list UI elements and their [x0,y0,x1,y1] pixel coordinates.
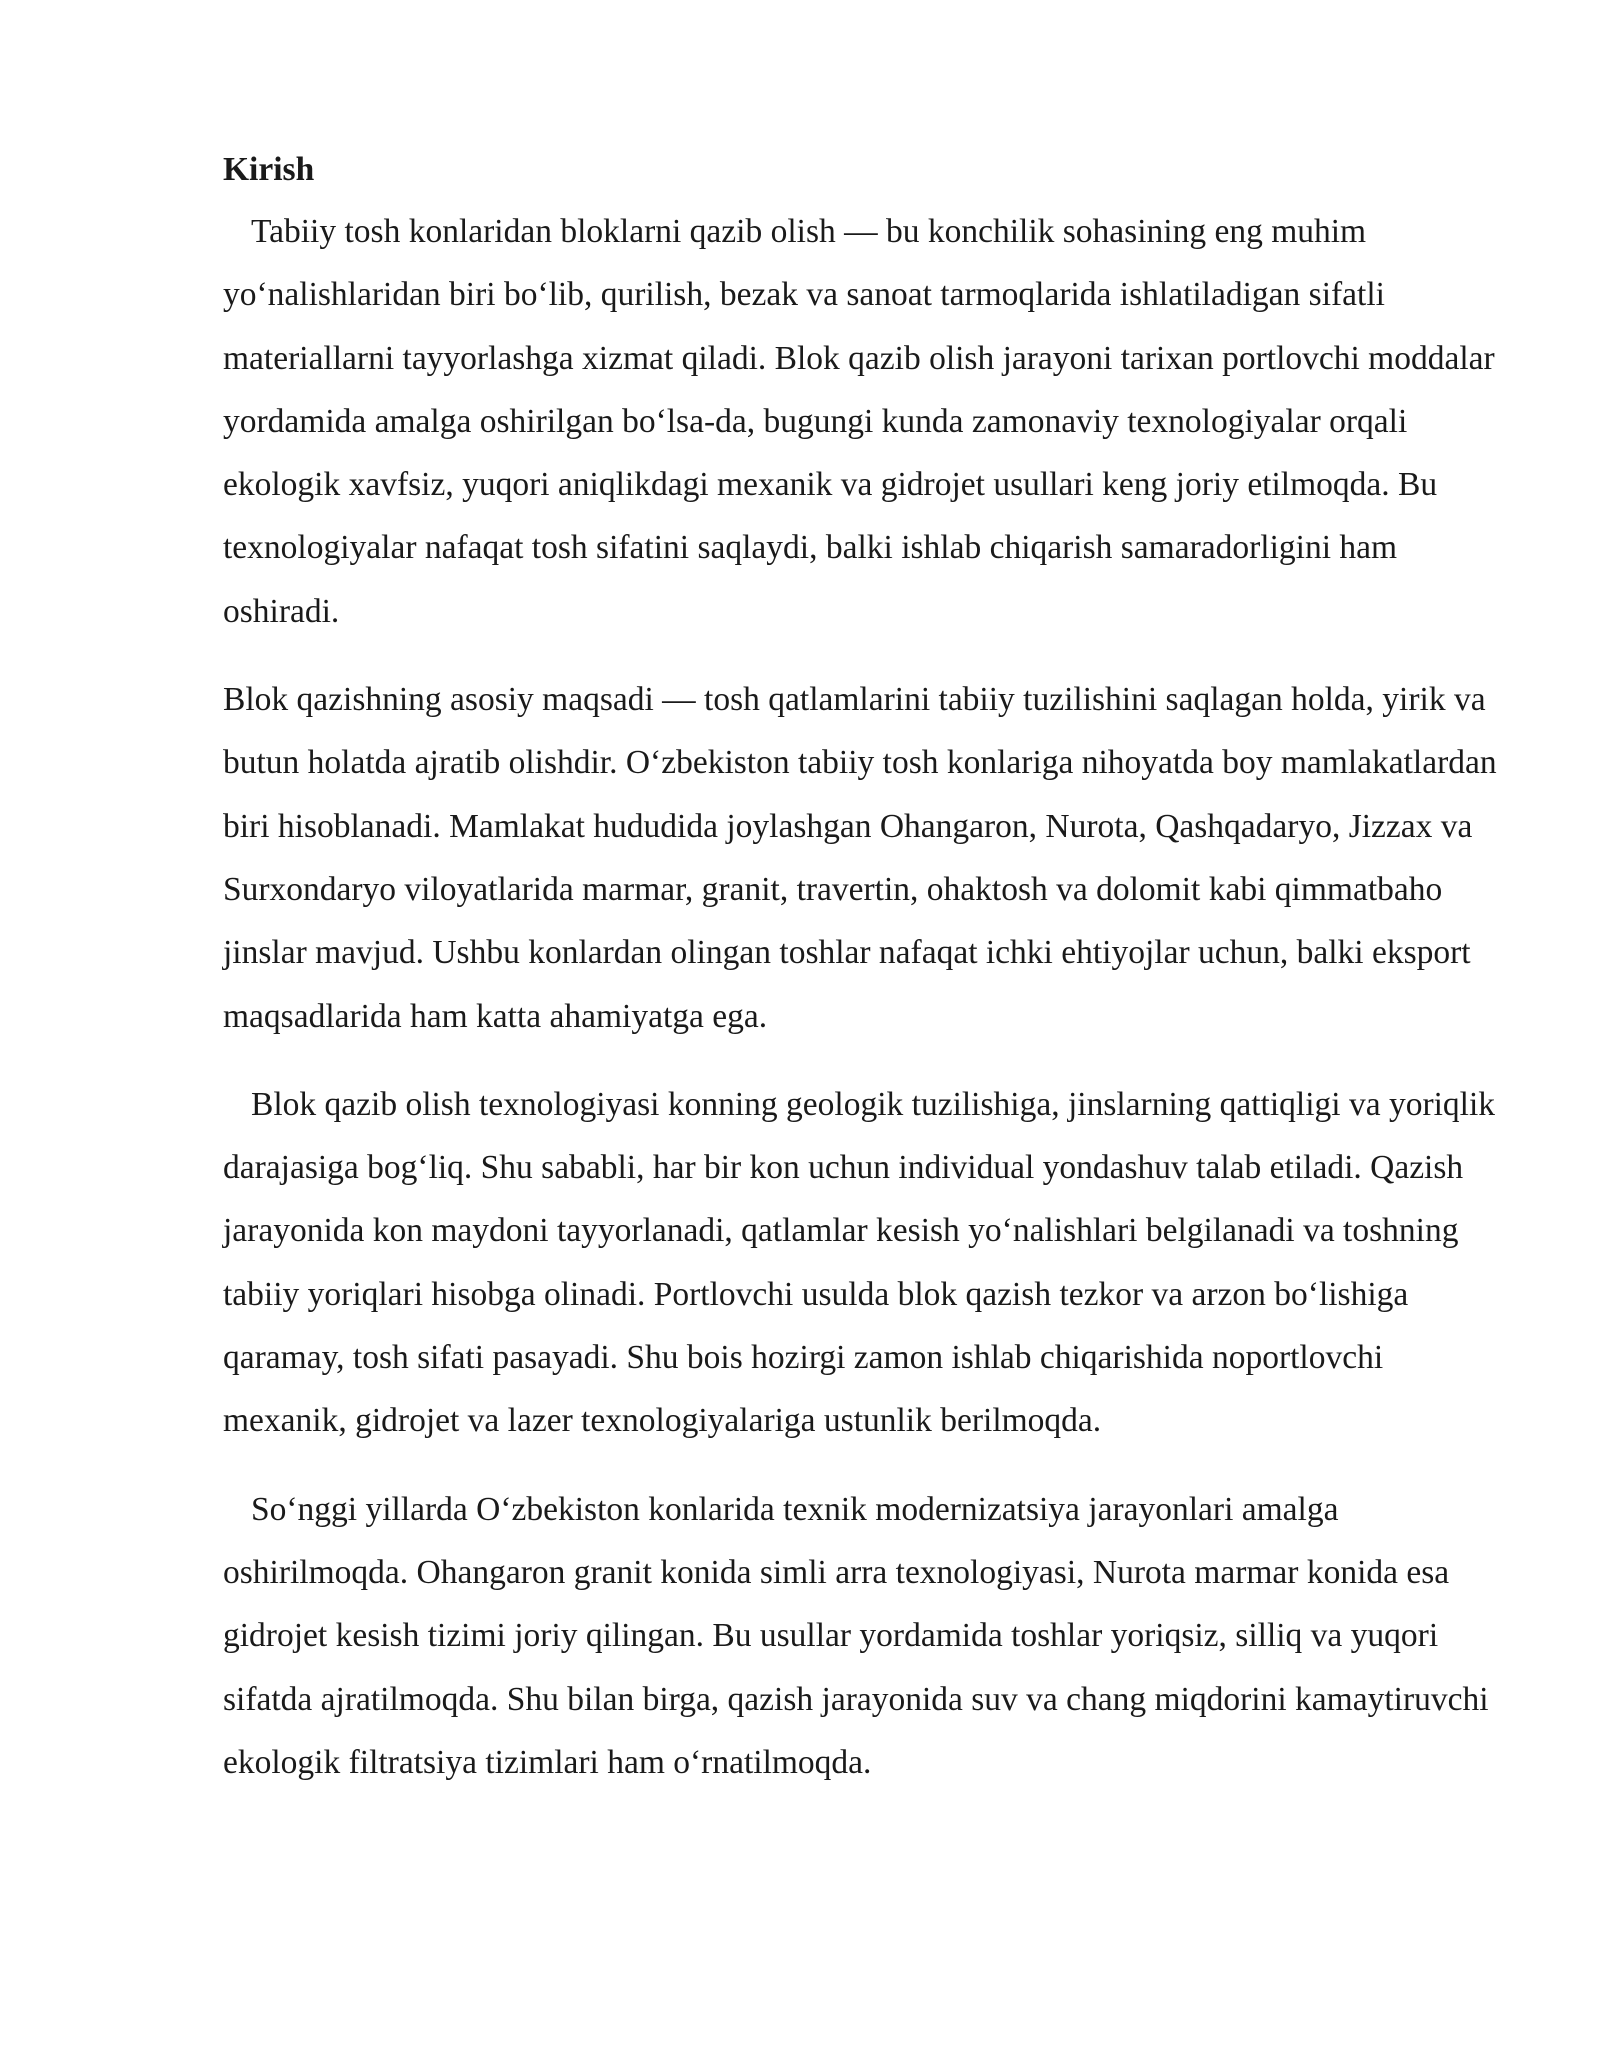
section-heading: Kirish [223,151,315,188]
document-body [223,140,1503,1794]
paragraph-3: Blok qazib olish texnologiyasi konning geologik tuzilishiga, jinslarning qattiqligi va yoriqlik darajasiga bog‘liq. Shu sababli, har bir kon uchun individual yondashuv talab etiladi. Qazish jarayonida kon maydoni tayyorlanadi, qatlamlar kesish yo‘nalishlari belgilanadi va toshning tabiiy yoriqlari hisobga olinadi. Portlovchi usulda blok qazish tezkor va arzon bo‘lishiga qaramay, tosh sifati pasayadi. Shu bois hozirgi zamon ishlab chiqarishida noportlovchi mexanik, gidrojet va lazer texnologiyalariga ustunlik berilmoqda. [223,1085,1496,1440]
paragraph-1: Tabiiy tosh konlaridan bloklarni qazib olish — bu konchilik sohasining eng muhim yo‘nalishlaridan biri bo‘lib, qurilish, bezak va sanoat tarmoqlarida ishlatiladigan sifatli materiallarni tayyorlashga xizmat qiladi. Blok qazib olish jarayoni tarixan portlovchi moddalar yordamida amalga oshirilgan bo‘lsa-da, bugungi kunda zamonaviy texnologiyalar orqali ekologik xavfsiz, yuqori aniqlikdagi mexanik va gidrojet usullari keng joriy etilmoqda. Bu texnologiyalar nafaqat tosh sifatini saqlaydi, balki ishlab chiqarish samaradorligini ham oshiradi. [223,213,1495,630]
paragraph-4: So‘nggi yillarda O‘zbekiston konlarida texnik modernizatsiya jarayonlari amalga oshirilmoqda. Ohangaron granit konida simli arra texnologiyasi, Nurota marmar konida esa gidrojet kesish tizimi joriy qilingan. Bu usullar yordamida toshlar yoriqsiz, silliq va yuqori sifatda ajratilmoqda. Shu bilan birga, qazish jarayonida suv va chang miqdorini kamaytiruvchi ekologik filtratsiya tizimlari ham o‘rnatilmoqda. [223,1490,1489,1781]
paragraph-2: Blok qazishning asosiy maqsadi — tosh qatlamlarini tabiiy tuzilishini saqlagan holda, yirik va butun holatda ajratib olishdir. O‘zbekiston tabiiy tosh konlariga nihoyatda boy mamlakatlardan biri hisoblanadi. Mamlakat hududida joylashgan Ohangaron, Nurota, Qashqadaryo, Jizzax va Surxondaryo viloyatlarida marmar, granit, travertin, ohaktosh va dolomit kabi qimmatbaho jinslar mavjud. Ushbu konlardan olingan toshlar nafaqat ichki ehtiyojlar uchun, balki eksport maqsadlarida ham katta ahamiyatga ega. [223,681,1497,1035]
